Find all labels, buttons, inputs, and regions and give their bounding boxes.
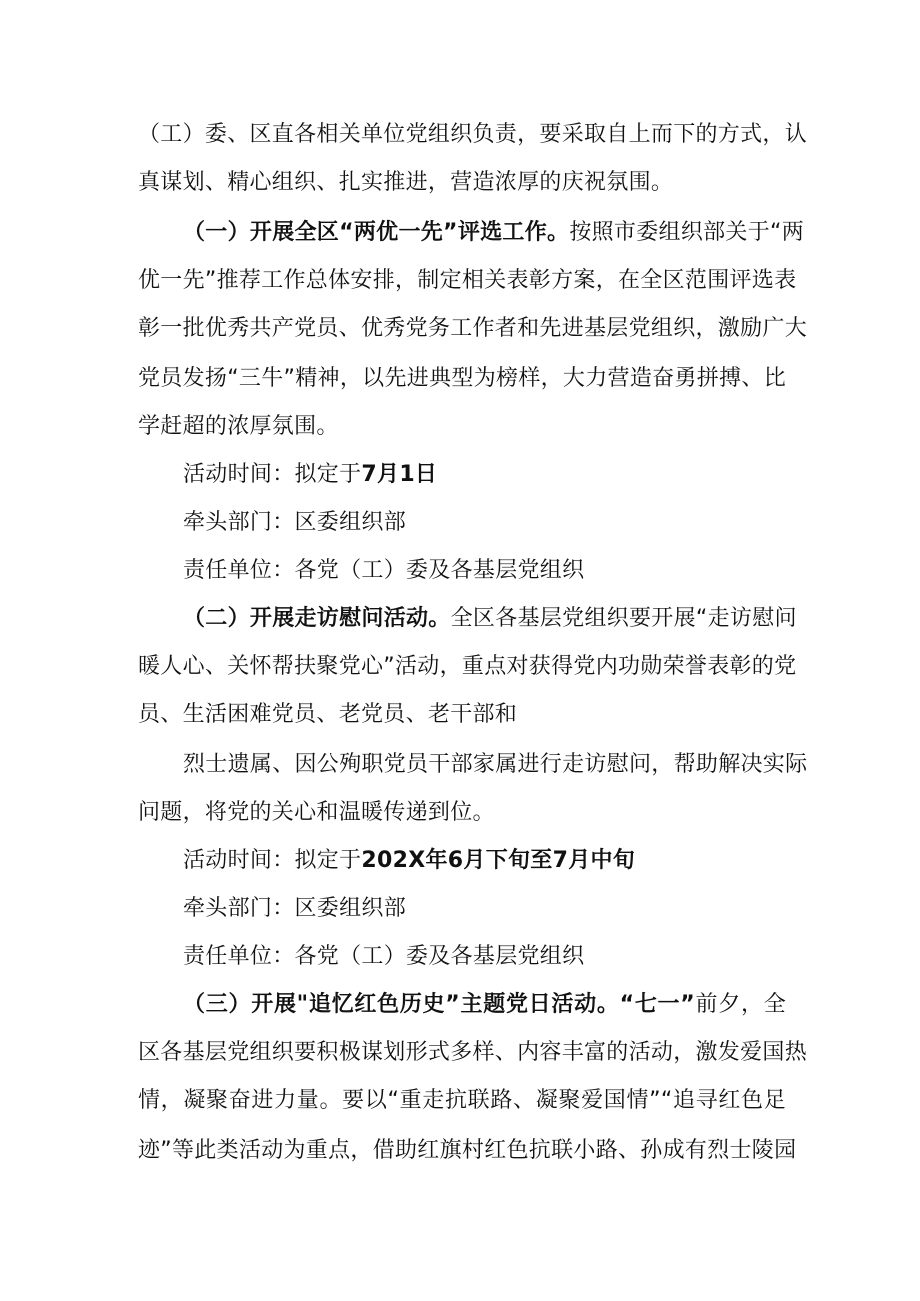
- section2-first-line: [183, 604, 797, 634]
- activity-time-value: 7月1日: [361, 462, 438, 487]
- section3-text: 前夕，全: [695, 992, 787, 1017]
- section2-text: 全区各基层党组织要开展“走访慰问: [450, 606, 797, 631]
- paragraph-line: 烈士遗属、因公殉职党员干部家属进行走访慰问，帮助解决实际: [183, 752, 808, 777]
- activity-time-label: 活动时间：拟定于: [183, 462, 362, 487]
- paragraph-line: 问题，将党的关心和温暖传递到位。: [138, 800, 495, 825]
- section2-heading: （二）开展走访慰问活动。: [183, 606, 451, 631]
- paragraph-line: 迹”等此类活动为重点，借助红旗村红色抗联小路、孙成有烈士陵园: [138, 1138, 797, 1163]
- section2-lead-dept: 牵头部门：区委组织部: [183, 896, 407, 921]
- activity-time-value: 202X年6月下旬至7月中旬: [361, 848, 636, 873]
- paragraph-line: 党员发扬“三牛”精神，以先进典型为榜样，大力营造奋勇拼搏、比: [138, 366, 786, 391]
- paragraph-line: 真谋划、精心组织、扎实推进，营造浓厚的庆祝氛围。: [138, 170, 674, 195]
- section3-heading: （三）开展"追忆红色历史”主题党日活动。“七一”: [183, 992, 696, 1017]
- section1-resp-unit: 责任单位：各党（工）委及各基层党组织: [183, 558, 585, 583]
- activity-time-label: 活动时间：拟定于: [183, 848, 362, 873]
- paragraph-line: 优一先”推荐工作总体安排，制定相关表彰方案，在全区范围评选表: [138, 268, 797, 293]
- paragraph-line: 情，凝聚奋进力量。要以“重走抗联路、凝聚爱国情”“追寻红色足: [138, 1088, 786, 1113]
- section1-activity-time: [183, 460, 437, 490]
- paragraph-line: 区各基层党组织要积极谋划形式多样、内容丰富的活动，激发爱国热: [138, 1040, 808, 1065]
- section1-text: 按照市委组织部关于“两: [569, 220, 805, 245]
- section1-lead-dept: 牵头部门：区委组织部: [183, 510, 407, 535]
- paragraph-line: 员、生活困难党员、老党员、老干部和: [138, 702, 518, 727]
- paragraph-line: 暖人心、关怀帮扶聚党心”活动，重点对获得党内功勋荣誉表彰的党: [138, 654, 797, 679]
- paragraph-line: （工）委、区直各相关单位党组织负责，要采取自上而下的方式，认: [138, 122, 808, 147]
- section2-resp-unit: 责任单位：各党（工）委及各基层党组织: [183, 944, 585, 969]
- section3-first-line: [183, 990, 786, 1020]
- section2-activity-time: [183, 846, 635, 876]
- section1-first-line: [183, 218, 805, 248]
- paragraph-line: 学赶超的浓厚氛围。: [138, 414, 339, 439]
- paragraph-line: 彰一批优秀共产党员、优秀党务工作者和先进基层党组织，激励广大: [138, 316, 808, 341]
- section1-heading: （一）开展全区“两优一先”评选工作。: [183, 220, 570, 245]
